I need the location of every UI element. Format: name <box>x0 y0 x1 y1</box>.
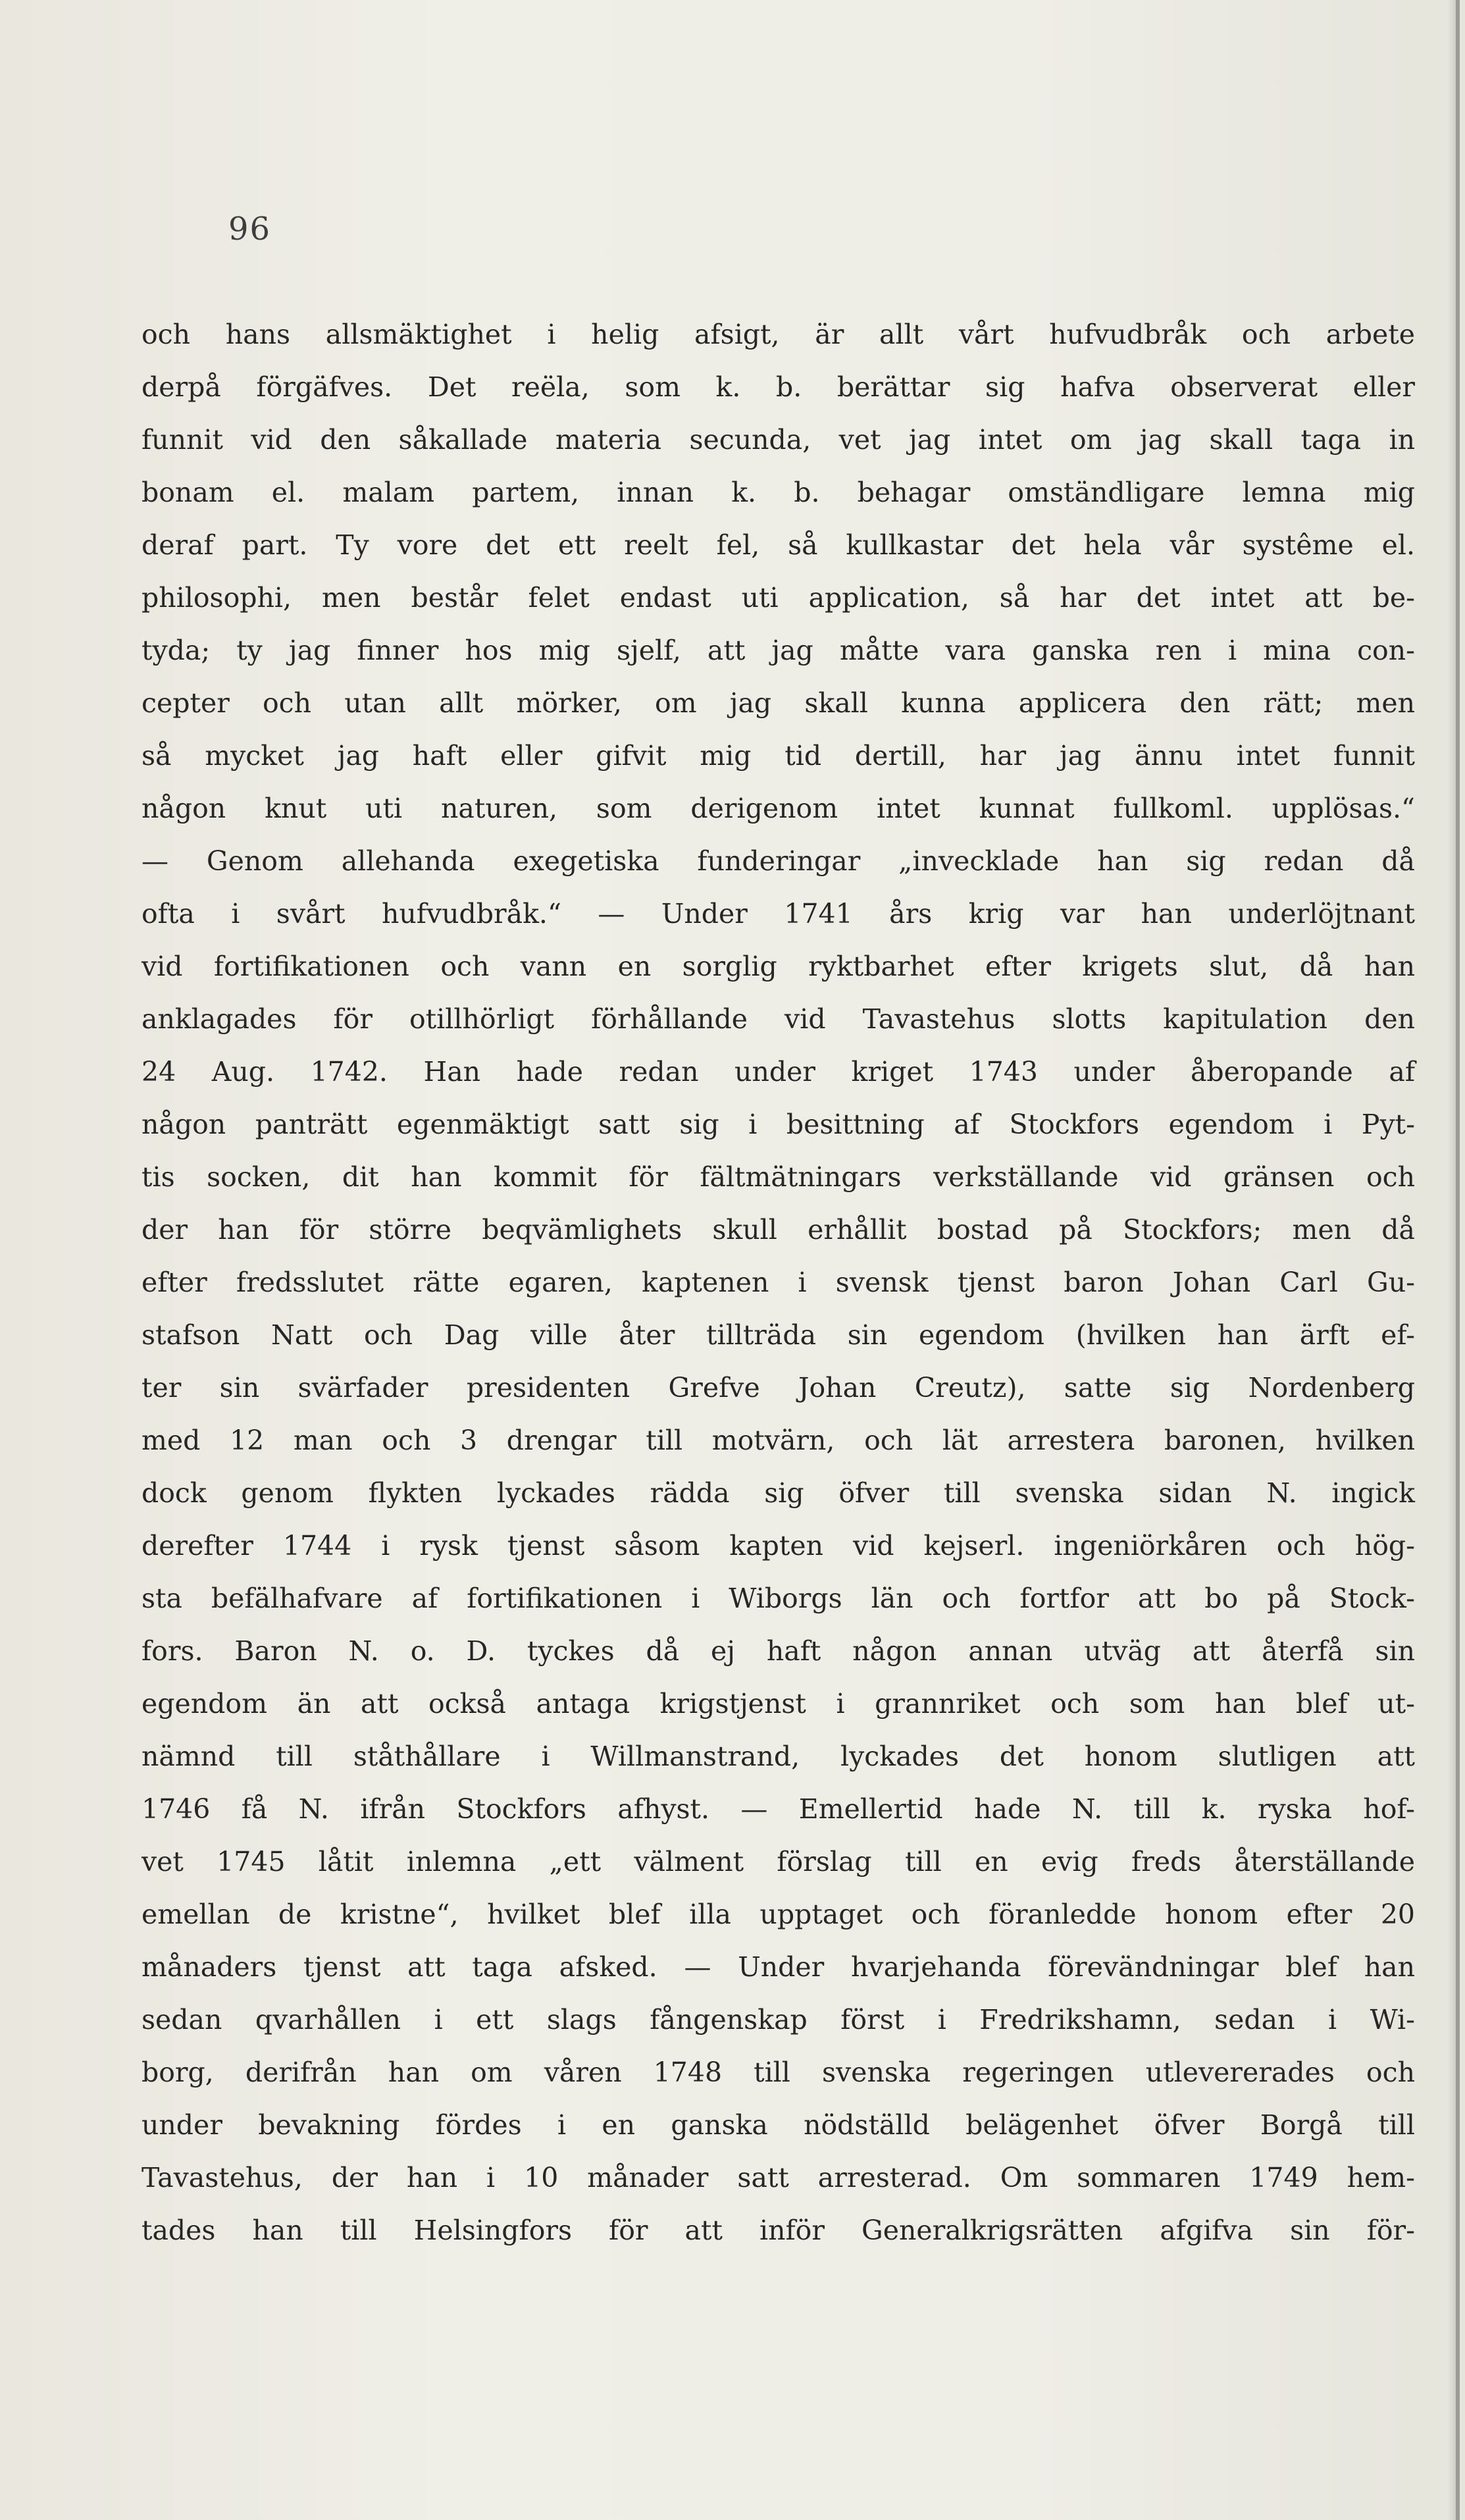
text-line: tyda; ty jag finner hos mig sjelf, att jag måtte vara ganska ren i mina con- <box>141 635 1415 666</box>
text-line: tades han till Helsingfors för att inför Generalkrigsrätten afgifva sin för- <box>141 2215 1415 2246</box>
text-line: tis socken, dit han kommit för fältmätningars verkställande vid gränsen och <box>141 1161 1415 1193</box>
text-line: der han för större beqvämlighets skull erhållit bostad på Stockfors; men då <box>141 1214 1415 1246</box>
text-line: derefter 1744 i rysk tjenst såsom kapten vid kejserl. ingeniörkåren och hög- <box>141 1530 1415 1562</box>
text-line: månaders tjenst att taga afsked. — Under hvarjehanda förevändningar blef han <box>141 1951 1415 1983</box>
text-line: vet 1745 låtit inlemna „ett välment förslag till en evig freds återställande <box>141 1846 1415 1877</box>
text-line: — Genom allehanda exegetiska funderingar „invecklade han sig redan då <box>141 845 1415 877</box>
text-line: dock genom flykten lyckades rädda sig öfver till svenska sidan N. ingick <box>141 1477 1415 1509</box>
text-line: sta befälhafvare af fortifikationen i Wiborgs län och fortfor att bo på Stock- <box>141 1583 1415 1614</box>
text-line: philosophi, men består felet endast uti application, så har det intet att be- <box>141 582 1415 614</box>
text-line: någon panträtt egenmäktigt satt sig i besittning af Stockfors egendom i Pyt- <box>141 1109 1415 1140</box>
text-line: borg, derifrån han om våren 1748 till svenska regeringen utlevererades och <box>141 2057 1415 2088</box>
text-line: stafson Natt och Dag ville åter tillträda sin egendom (hvilken han ärft ef- <box>141 1319 1415 1351</box>
text-line: med 12 man och 3 drengar till motvärn, och lät arrestera baronen, hvilken <box>141 1425 1415 1456</box>
page-number: 96 <box>228 211 272 248</box>
page-edge-shadow <box>1448 0 1456 2520</box>
text-line: cepter och utan allt mörker, om jag skall kunna applicera den rätt; men <box>141 687 1415 719</box>
text-line: bonam el. malam partem, innan k. b. behagar omständligare lemna mig <box>141 477 1415 508</box>
text-line: efter fredsslutet rätte egaren, kaptenen i svensk tjenst baron Johan Carl Gu- <box>141 1267 1415 1298</box>
text-line: och hans allsmäktighet i helig afsigt, är allt vårt hufvudbråk och arbete <box>141 319 1415 350</box>
body-text <box>141 308 1415 2257</box>
text-line: funnit vid den såkallade materia secunda, vet jag intet om jag skall taga in <box>141 424 1415 456</box>
text-line: emellan de kristne“, hvilket blef illa upptaget och föranledde honom efter 20 <box>141 1899 1415 1930</box>
text-line: sedan qvarhållen i ett slags fångenskap först i Fredrikshamn, sedan i Wi- <box>141 2004 1415 2035</box>
text-line: nämnd till ståthållare i Willmanstrand, lyckades det honom slutligen att <box>141 1741 1415 1772</box>
text-line: under bevakning fördes i en ganska nödställd belägenhet öfver Borgå till <box>141 2109 1415 2141</box>
text-line: ter sin svärfader presidenten Grefve Johan Creutz), satte sig Nordenberg <box>141 1372 1415 1404</box>
text-line: 1746 få N. ifrån Stockfors afhyst. — Emellertid hade N. till k. ryska hof- <box>141 1793 1415 1825</box>
text-line: Tavastehus, der han i 10 månader satt arresterad. Om sommaren 1749 hem- <box>141 2162 1415 2193</box>
text-line: så mycket jag haft eller gifvit mig tid dertill, har jag ännu intet funnit <box>141 740 1415 772</box>
text-line: någon knut uti naturen, som derigenom intet kunnat fullkoml. upplösas.“ <box>141 793 1415 824</box>
text-line: fors. Baron N. o. D. tyckes då ej haft någon annan utväg att återfå sin <box>141 1635 1415 1667</box>
text-line: derpå förgäfves. Det reëla, som k. b. berättar sig hafva observerat eller <box>141 371 1415 403</box>
page-edge <box>1456 0 1460 2520</box>
text-line: vid fortifikationen och vann en sorglig ryktbarhet efter krigets slut, då han <box>141 951 1415 982</box>
text-line: deraf part. Ty vore det ett reelt fel, så kullkastar det hela vår systême el. <box>141 529 1415 561</box>
text-line: 24 Aug. 1742. Han hade redan under kriget 1743 under åberopande af <box>141 1056 1415 1088</box>
text-line: egendom än att också antaga krigstjenst i grannriket och som han blef ut- <box>141 1688 1415 1719</box>
text-line: ofta i svårt hufvudbråk.“ — Under 1741 års krig var han underlöjtnant <box>141 898 1415 930</box>
text-line: anklagades för otillhörligt förhållande vid Tavastehus slotts kapitulation den <box>141 1003 1415 1035</box>
